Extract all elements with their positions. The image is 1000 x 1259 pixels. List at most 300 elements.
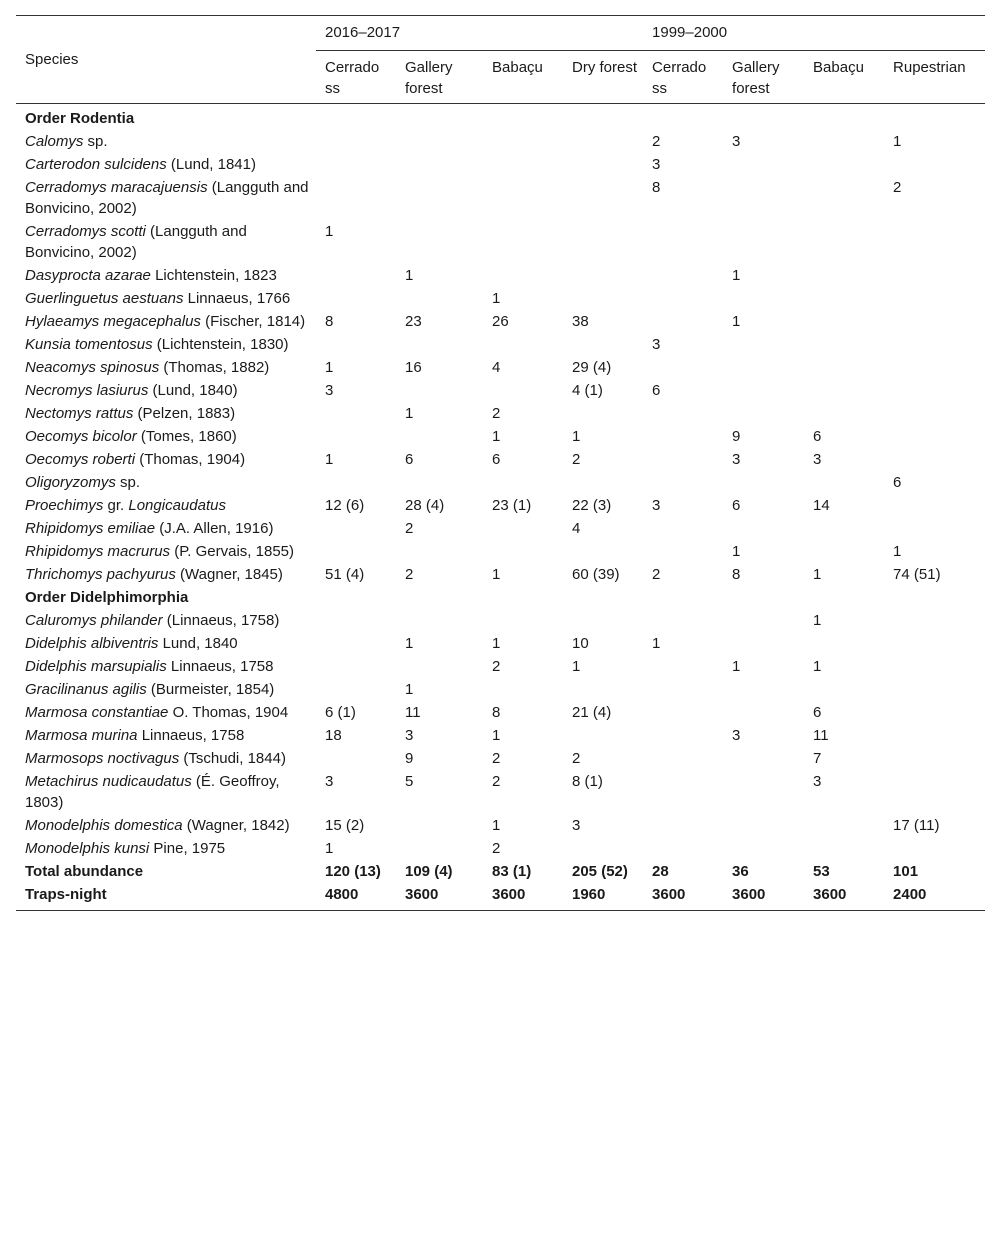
abundance-cell	[643, 264, 723, 287]
abundance-cell	[483, 471, 563, 494]
abundance-cell	[396, 153, 483, 176]
abundance-cell	[884, 379, 985, 402]
period-header-1999: 1999–2000	[643, 16, 985, 51]
abundance-cell	[643, 402, 723, 425]
abundance-cell	[483, 678, 563, 701]
empty-cell	[723, 104, 804, 131]
species-binomial: Rhipidomys macrurus	[25, 543, 171, 560]
species-authority: Pine, 1975	[149, 840, 226, 857]
abundance-cell	[396, 814, 483, 837]
abundance-cell	[396, 220, 483, 264]
abundance-cell: 2	[492, 750, 501, 767]
species-authority: (Lund, 1840)	[148, 382, 238, 399]
abundance-cell: 1	[492, 428, 501, 445]
order-name: Order Rodentia	[25, 110, 135, 127]
species-binomial: Guerlinguetus aestuans	[25, 290, 184, 307]
habitat-header: Babaçu	[804, 51, 884, 104]
species-binomial: Monodelphis domestica	[25, 817, 183, 834]
abundance-cell	[884, 517, 985, 540]
species-name	[16, 287, 316, 310]
abundance-cell	[804, 176, 884, 220]
abundance-cell	[804, 402, 884, 425]
species-authority: O. Thomas, 1904	[168, 704, 289, 721]
abundance-cell: 17 (11)	[893, 817, 940, 834]
species-name	[16, 333, 316, 356]
abundance-cell	[483, 264, 563, 287]
abundance-cell: 3	[325, 382, 334, 399]
abundance-cell: 8	[652, 179, 661, 196]
abundance-cell	[804, 379, 884, 402]
species-group-name: Longicaudatus	[128, 497, 226, 514]
species-authority: (Linnaeus, 1758)	[162, 612, 280, 629]
empty-cell	[884, 104, 985, 131]
abundance-cell: 8	[492, 704, 501, 721]
species-binomial: Proechimys	[25, 497, 104, 514]
species-binomial: Didelphis marsupialis	[25, 658, 167, 675]
abundance-cell: 3600	[483, 883, 563, 911]
abundance-cell	[804, 678, 884, 701]
abundance-cell	[316, 425, 396, 448]
abundance-cell: 2	[572, 451, 581, 468]
species-row	[16, 220, 985, 264]
abundance-cell: 1	[325, 451, 334, 468]
species-authority: Lund, 1840	[158, 635, 238, 652]
abundance-cell	[723, 287, 804, 310]
empty-cell	[483, 104, 563, 131]
species-name	[16, 609, 316, 632]
species-authority: (Lichtenstein, 1830)	[152, 336, 289, 353]
species-binomial: Thrichomys pachyurus	[25, 566, 176, 583]
species-name	[16, 494, 316, 517]
species-binomial: Monodelphis kunsi	[25, 840, 150, 857]
species-binomial: Oecomys roberti	[25, 451, 136, 468]
species-authority: (Wagner, 1845)	[175, 566, 283, 583]
abundance-cell: 15 (2)	[325, 817, 365, 834]
abundance-cell	[483, 609, 563, 632]
abundance-cell: 18	[325, 727, 342, 744]
abundance-cell	[316, 402, 396, 425]
abundance-cell: 1	[893, 133, 902, 150]
abundance-cell	[723, 333, 804, 356]
abundance-cell: 4800	[316, 883, 396, 911]
species-row	[16, 837, 985, 860]
species-row	[16, 153, 985, 176]
abundance-cell: 8 (1)	[572, 773, 603, 790]
abundance-cell	[563, 609, 643, 632]
abundance-cell: 6	[732, 497, 741, 514]
abundance-cell: 53	[813, 863, 830, 880]
abundance-cell: 6 (1)	[325, 704, 356, 721]
abundance-cell	[643, 678, 723, 701]
abundance-cell	[884, 724, 985, 747]
abundance-cell: 8	[732, 566, 741, 583]
abundance-cell	[316, 333, 396, 356]
abundance-cell	[884, 678, 985, 701]
abundance-cell: 1	[492, 727, 501, 744]
abundance-cell: 101	[893, 863, 919, 880]
abundance-cell: 23	[405, 313, 422, 330]
abundance-cell: 3600	[804, 883, 884, 911]
abundance-cell: 3	[652, 156, 661, 173]
abundance-cell: 1	[325, 840, 334, 857]
empty-cell	[316, 586, 396, 609]
abundance-cell: 26	[492, 313, 509, 330]
abundance-cell: 3	[732, 727, 741, 744]
abundance-cell: 3	[652, 497, 661, 514]
abundance-cell	[563, 153, 643, 176]
abundance-cell	[563, 471, 643, 494]
species-row	[16, 540, 985, 563]
abundance-cell	[396, 471, 483, 494]
abundance-cell	[643, 540, 723, 563]
abundance-cell: 120 (13)	[325, 863, 381, 880]
abundance-cell	[884, 632, 985, 655]
species-authority: sp.	[115, 474, 141, 491]
species-row	[16, 425, 985, 448]
abundance-cell: 1	[405, 405, 414, 422]
abundance-cell: 5	[405, 773, 414, 790]
abundance-cell: 3600	[723, 883, 804, 911]
habitat-header: Dry forest	[563, 51, 643, 104]
species-row	[16, 471, 985, 494]
abundance-cell: 1960	[563, 883, 643, 911]
species-row	[16, 563, 985, 586]
species-name	[16, 563, 316, 586]
species-name	[16, 540, 316, 563]
abundance-cell	[884, 425, 985, 448]
abundance-cell	[884, 356, 985, 379]
species-binomial: Carterodon sulcidens	[25, 156, 167, 173]
abundance-cell	[643, 701, 723, 724]
abundance-cell: 36	[732, 863, 749, 880]
species-authority: Linnaeus, 1758	[166, 658, 274, 675]
abundance-cell	[884, 310, 985, 333]
abundance-cell	[316, 632, 396, 655]
species-binomial: Didelphis albiventris	[25, 635, 159, 652]
empty-cell	[643, 586, 723, 609]
abundance-cell	[723, 402, 804, 425]
abundance-cell: 22 (3)	[572, 497, 612, 514]
species-authority: (Langguth and Bonvicino, 2002)	[25, 223, 247, 261]
abundance-cell	[483, 176, 563, 220]
abundance-cell: 1	[813, 612, 822, 629]
abundance-cell	[396, 837, 483, 860]
empty-cell	[723, 586, 804, 609]
abundance-cell: 6	[492, 451, 501, 468]
species-row	[16, 310, 985, 333]
abundance-cell	[804, 356, 884, 379]
abundance-cell	[723, 153, 804, 176]
abundance-cell: 1	[405, 267, 414, 284]
abundance-cell	[723, 837, 804, 860]
abundance-cell	[723, 356, 804, 379]
abundance-cell	[723, 770, 804, 814]
abundance-cell	[483, 153, 563, 176]
species-row	[16, 655, 985, 678]
species-name	[16, 471, 316, 494]
abundance-cell	[563, 176, 643, 220]
abundance-cell	[723, 814, 804, 837]
empty-cell	[316, 104, 396, 131]
species-name	[16, 632, 316, 655]
abundance-cell	[563, 724, 643, 747]
total-row	[16, 883, 985, 911]
abundance-cell: 74 (51)	[893, 566, 941, 583]
species-name	[16, 310, 316, 333]
abundance-cell	[643, 724, 723, 747]
abundance-cell	[643, 356, 723, 379]
species-binomial: Marmosa constantiae	[25, 704, 169, 721]
abundance-cell	[643, 837, 723, 860]
species-name	[16, 448, 316, 471]
total-row	[16, 860, 985, 883]
abundance-cell	[643, 770, 723, 814]
species-name	[16, 356, 316, 379]
species-name	[16, 130, 316, 153]
habitat-header: Cerrado ss	[643, 51, 723, 104]
abundance-cell	[804, 287, 884, 310]
abundance-cell	[483, 540, 563, 563]
abundance-cell	[396, 130, 483, 153]
abundance-cell	[643, 655, 723, 678]
species-authority: (Lund, 1841)	[166, 156, 256, 173]
species-binomial: Rhipidomys emiliae	[25, 520, 156, 537]
abundance-cell: 3600	[643, 883, 723, 911]
species-row	[16, 379, 985, 402]
empty-cell	[563, 586, 643, 609]
empty-cell	[804, 104, 884, 131]
abundance-cell: 28	[652, 863, 669, 880]
abundance-cell	[804, 837, 884, 860]
abundance-cell: 3	[572, 817, 581, 834]
abundance-cell	[396, 540, 483, 563]
abundance-cell: 1	[492, 817, 501, 834]
total-label: Traps-night	[16, 883, 316, 911]
abundance-cell	[884, 494, 985, 517]
species-row	[16, 770, 985, 814]
table-body	[16, 104, 985, 911]
abundance-cell: 1	[732, 267, 741, 284]
abundance-cell: 1	[893, 543, 902, 560]
species-authority: gr.	[103, 497, 129, 514]
abundance-cell	[804, 153, 884, 176]
abundance-cell	[563, 130, 643, 153]
abundance-cell	[884, 448, 985, 471]
abundance-cell	[884, 701, 985, 724]
abundance-cell	[316, 609, 396, 632]
species-row	[16, 678, 985, 701]
abundance-cell: 3	[405, 727, 414, 744]
abundance-cell: 2400	[884, 883, 985, 911]
abundance-cell	[884, 333, 985, 356]
species-row	[16, 333, 985, 356]
abundance-cell	[884, 264, 985, 287]
species-name	[16, 747, 316, 770]
abundance-cell: 1	[813, 658, 822, 675]
species-authority: (É. Geoffroy, 1803)	[25, 773, 280, 811]
abundance-cell: 38	[572, 313, 589, 330]
abundance-cell: 28 (4)	[405, 497, 445, 514]
abundance-cell	[643, 814, 723, 837]
abundance-cell: 6	[813, 704, 822, 721]
abundance-cell: 3	[813, 773, 822, 790]
abundance-cell: 1	[492, 566, 501, 583]
abundance-cell	[723, 701, 804, 724]
abundance-cell: 10	[572, 635, 589, 652]
abundance-cell: 1	[492, 635, 501, 652]
abundance-cell: 1	[405, 635, 414, 652]
species-row	[16, 287, 985, 310]
abundance-cell	[804, 310, 884, 333]
abundance-cell: 6	[652, 382, 661, 399]
order-row	[16, 104, 985, 131]
abundance-cell: 1	[492, 290, 501, 307]
species-name	[16, 814, 316, 837]
abundance-cell: 2	[652, 566, 661, 583]
abundance-cell: 3	[732, 133, 741, 150]
abundance-cell	[643, 471, 723, 494]
abundance-cell: 1	[652, 635, 661, 652]
abundance-cell	[483, 517, 563, 540]
empty-cell	[396, 586, 483, 609]
species-row	[16, 402, 985, 425]
abundance-cell: 11	[813, 727, 829, 744]
abundance-cell	[563, 333, 643, 356]
species-binomial: Cerradomys maracajuensis	[25, 179, 208, 196]
empty-cell	[396, 104, 483, 131]
abundance-cell	[316, 264, 396, 287]
species-authority: (Tomes, 1860)	[136, 428, 237, 445]
abundance-cell: 83 (1)	[492, 863, 532, 880]
species-binomial: Kunsia tomentosus	[25, 336, 153, 353]
species-row	[16, 130, 985, 153]
abundance-cell	[723, 471, 804, 494]
species-binomial: Caluromys philander	[25, 612, 163, 629]
abundance-cell	[804, 540, 884, 563]
abundance-cell	[884, 153, 985, 176]
abundance-cell	[396, 287, 483, 310]
header-row-periods	[16, 16, 985, 51]
abundance-cell	[804, 220, 884, 264]
abundance-cell: 4	[572, 520, 581, 537]
species-authority: (Langguth and Bonvicino, 2002)	[25, 179, 309, 217]
abundance-cell	[723, 747, 804, 770]
abundance-cell	[884, 609, 985, 632]
abundance-cell: 3	[813, 451, 822, 468]
species-row	[16, 814, 985, 837]
abundance-cell: 51 (4)	[325, 566, 365, 583]
abundance-cell	[396, 655, 483, 678]
species-column-header: Species	[16, 16, 316, 104]
abundance-cell	[723, 176, 804, 220]
abundance-cell	[396, 176, 483, 220]
abundance-cell: 205 (52)	[572, 863, 628, 880]
total-label: Total abundance	[25, 863, 144, 880]
abundance-cell	[483, 220, 563, 264]
abundance-cell: 2	[405, 566, 414, 583]
species-row	[16, 724, 985, 747]
abundance-cell: 2	[492, 405, 501, 422]
abundance-cell	[723, 632, 804, 655]
abundance-cell	[643, 448, 723, 471]
abundance-cell: 7	[813, 750, 822, 767]
abundance-cell: 2	[492, 773, 501, 790]
abundance-cell	[643, 517, 723, 540]
abundance-cell	[316, 471, 396, 494]
species-authority: (Thomas, 1904)	[135, 451, 246, 468]
abundance-cell	[804, 814, 884, 837]
abundance-cell	[643, 747, 723, 770]
abundance-cell	[563, 220, 643, 264]
abundance-cell	[643, 310, 723, 333]
species-name	[16, 264, 316, 287]
abundance-cell	[804, 517, 884, 540]
abundance-cell: 60 (39)	[572, 566, 620, 583]
species-binomial: Marmosops noctivagus	[25, 750, 180, 767]
abundance-cell	[884, 402, 985, 425]
abundance-cell: 11	[405, 704, 421, 721]
abundance-cell: 1	[325, 223, 334, 240]
species-binomial: Hylaeamys megacephalus	[25, 313, 201, 330]
species-row	[16, 356, 985, 379]
abundance-cell: 6	[405, 451, 414, 468]
abundance-cell	[723, 678, 804, 701]
abundance-cell: 2	[405, 520, 414, 537]
species-row	[16, 176, 985, 220]
habitat-header: Babaçu	[483, 51, 563, 104]
abundance-cell	[643, 425, 723, 448]
species-row	[16, 448, 985, 471]
abundance-cell: 1	[572, 658, 581, 675]
species-binomial: Metachirus nudicaudatus	[25, 773, 192, 790]
species-row	[16, 494, 985, 517]
abundance-cell: 29 (4)	[572, 359, 612, 376]
abundance-cell: 1	[405, 681, 414, 698]
abundance-cell	[396, 379, 483, 402]
abundance-cell	[643, 220, 723, 264]
abundance-cell: 14	[813, 497, 830, 514]
species-authority: (Thomas, 1882)	[159, 359, 270, 376]
abundance-cell	[884, 770, 985, 814]
species-binomial: Neacomys spinosus	[25, 359, 160, 376]
species-authority: (P. Gervais, 1855)	[170, 543, 294, 560]
abundance-cell: 1	[732, 658, 741, 675]
abundance-cell: 9	[405, 750, 414, 767]
abundance-cell	[316, 540, 396, 563]
abundance-cell	[804, 333, 884, 356]
species-authority: sp.	[83, 133, 108, 150]
species-name	[16, 425, 316, 448]
abundance-cell	[723, 609, 804, 632]
abundance-cell: 6	[813, 428, 822, 445]
species-binomial: Marmosa murina	[25, 727, 138, 744]
abundance-cell: 1	[572, 428, 581, 445]
abundance-cell: 1	[732, 543, 741, 560]
abundance-cell	[483, 379, 563, 402]
habitat-header: Cerrado ss	[316, 51, 396, 104]
species-name	[16, 655, 316, 678]
abundance-cell: 21 (4)	[572, 704, 612, 721]
empty-cell	[884, 586, 985, 609]
species-name	[16, 724, 316, 747]
abundance-cell	[804, 264, 884, 287]
empty-cell	[563, 104, 643, 131]
species-authority: (Wagner, 1842)	[182, 817, 290, 834]
abundance-cell: 9	[732, 428, 741, 445]
abundance-cell: 2	[492, 840, 501, 857]
abundance-cell: 12 (6)	[325, 497, 365, 514]
abundance-cell: 6	[893, 474, 902, 491]
